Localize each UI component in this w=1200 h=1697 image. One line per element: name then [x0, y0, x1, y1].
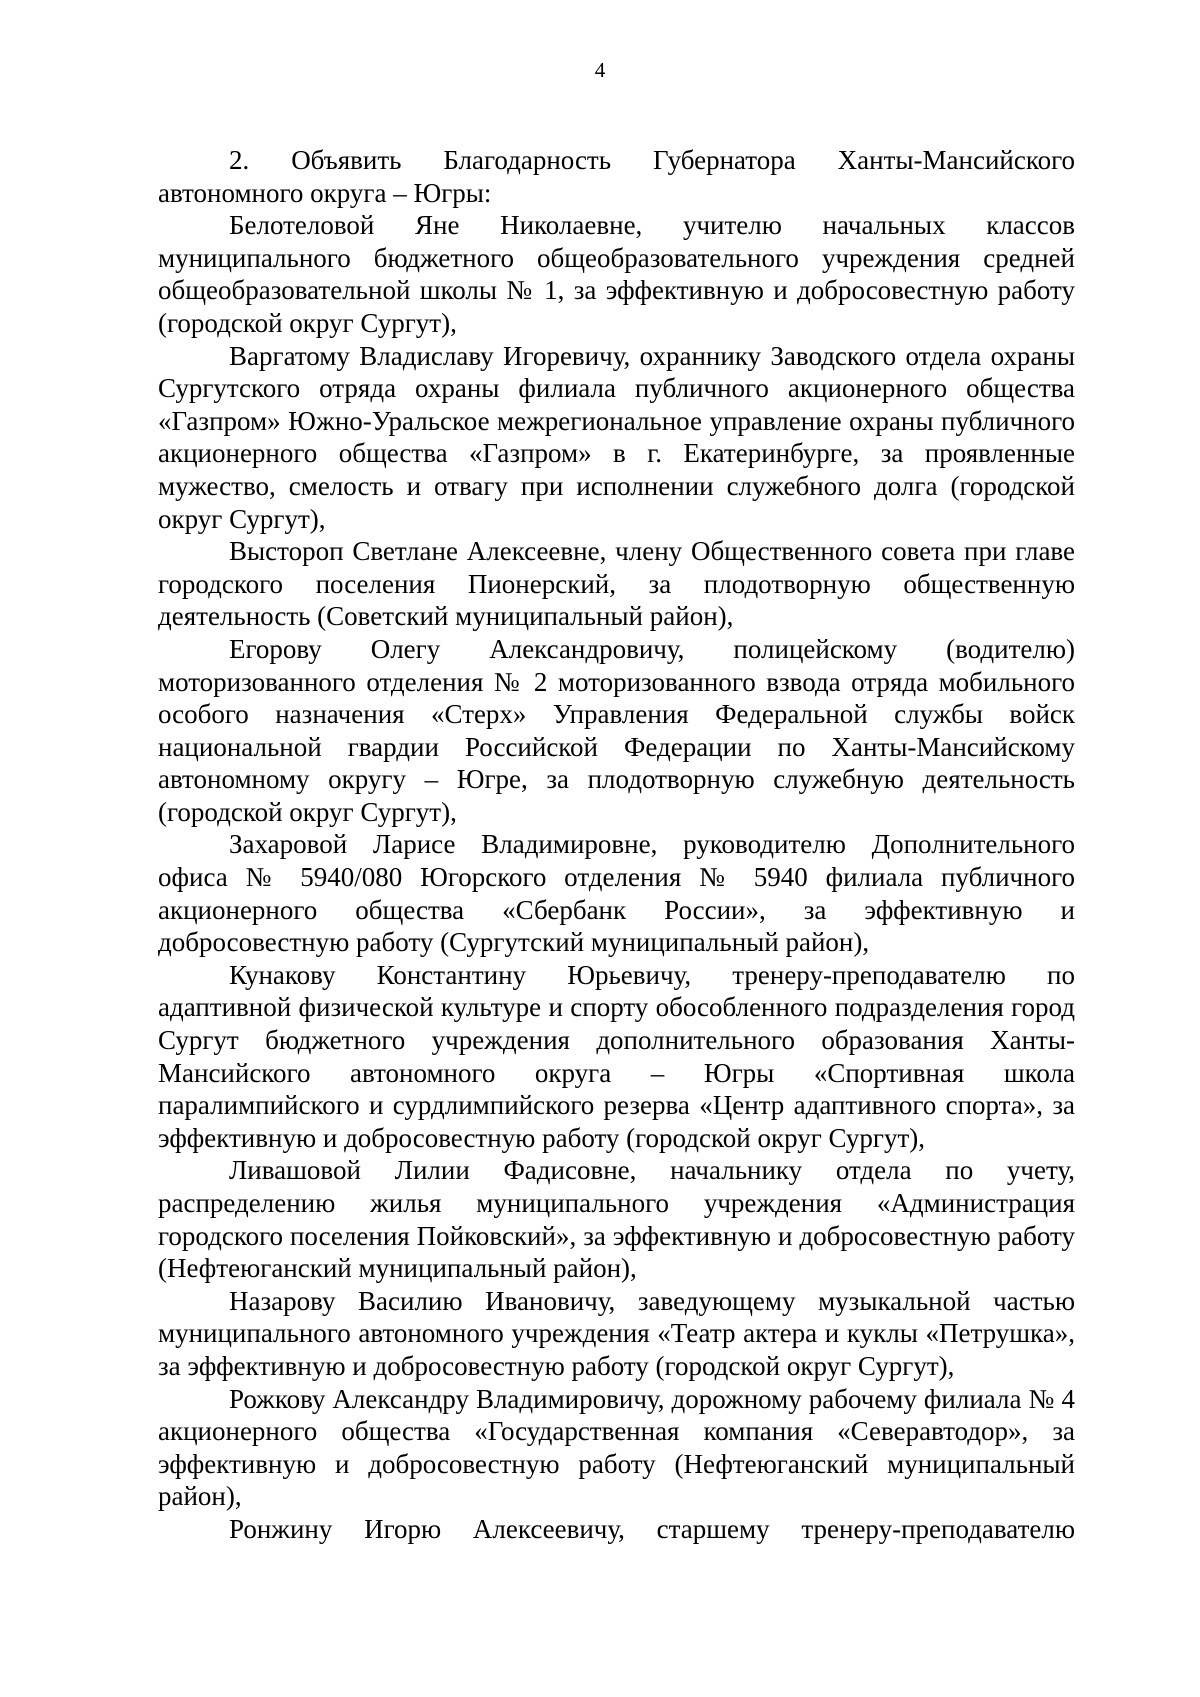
paragraph-nazarov: Назарову Василию Ивановичу, заведующему музыкальной частью муниципального автономного учреждения «Театр актера и куклы «Петрушка», за эффективную и добросовестную работу (городской округ Сургут), [158, 1285, 1075, 1381]
paragraph-egorovu: Егорову Олегу Александровичу, полицейскому (водителю) моторизованного отделения № 2 моторизованного взвода отряда мобильного особого назначения «Стерх» Управления Федеральной службы войск национальной гвардии Российской Федерации по Ханты-Мансийскому автономному округу – Югре, за плодотворную служебную деятельность (городской округ Сургут), [158, 633, 1075, 827]
paragraph-rozhkov: Рожкову Александру Владимировичу, дорожному рабочему филиала № 4 акционерного общества «Государственная компания «Северавтодор», за эффективную и добросовестную работу (Нефтеюганский муниципальный район), [158, 1383, 1075, 1512]
paragraph-ronzhin: Ронжину Игорю Алексеевичу, старшему тренеру-преподавателю [229, 1513, 1075, 1544]
paragraph-vargatomu: Варгатому Владиславу Игоревичу, охраннику Заводского отдела охраны Сургутского отряда охраны филиала публичного акционерного общества «Газпром» Южно-Уральское межрегиональное управление охраны публичного акционерного общества «Газпром» в г. Екатеринбурге, за проявленные мужество, смелость и отвагу при исполнении служебного долга (городской округ Сургут), [158, 340, 1075, 534]
document-body [158, 144, 1075, 1546]
paragraph-belotelova: Белотеловой Яне Николаевне, учителю начальных классов муниципального бюджетного общеобразовательного учреждения средней общеобразовательной школы № 1, за эффективную и добросовестную работу (городской округ Сургут), [158, 210, 1075, 338]
paragraph-award-intro: 2. Объявить Благодарность Губернатора Ханты-Мансийского автономного округа – Югры: [158, 145, 1075, 208]
paragraph-kunakov: Кунакову Константину Юрьевичу, тренеру-преподавателю по адаптивной физической культуре и спорту обособленного подразделения город Сургут бюджетного учреждения дополнительного образования Ханты-Мансийского автономного округа – Югры «Спортивная школа паралимпийского и сурдлимпийского резерва «Центр адаптивного спорта», за эффективную и добросовестную работу (городской округ Сургут), [158, 959, 1075, 1153]
paragraph-livashova: Ливашовой Лилии Фадисовне, начальнику отдела по учету, распределению жилья муниципального учреждения «Администрация городского поселения Пойковский», за эффективную и добросовестную работу (Нефтеюганский муниципальный район), [158, 1155, 1075, 1284]
paragraph-vystorop: Выстороп Светлане Алексеевне, члену Общественного совета при главе городского поселения Пионерский, за плодотворную общественную деятельность (Советский муниципальный район), [158, 536, 1075, 632]
page-number: 4 [594, 58, 606, 82]
paragraph-zakharova: Захаровой Ларисе Владимировне, руководителю Дополнительного офиса № 5940/080 Югорского отделения № 5940 филиала публичного акционерного общества «Сбербанк России», за эффективную и добросовестную работу (Сургутский муниципальный район), [158, 829, 1075, 958]
